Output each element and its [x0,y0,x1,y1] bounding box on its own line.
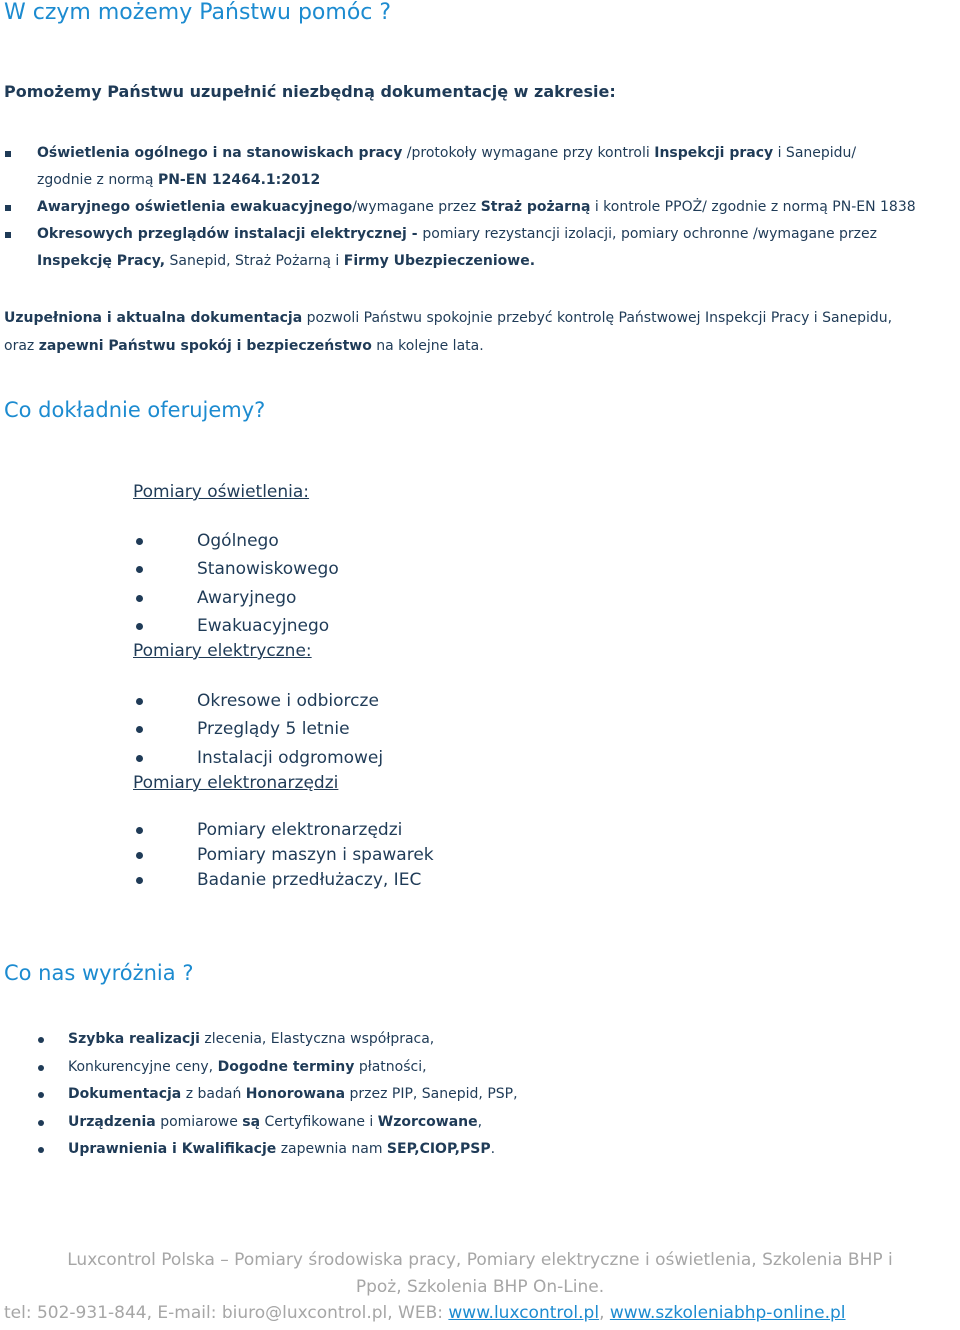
scope-item-text: i kontrole PPOŻ/ zgodnie z normą PN-EN 1838 [590,199,916,215]
feature-item [36,1054,936,1082]
dot-bullet-icon [136,726,143,733]
lighting-list [133,527,733,640]
footer-separator: , [599,1303,610,1323]
square-bullet-icon [5,232,11,238]
list-item [133,868,733,893]
list-item-label: Ewakuacyjnego [197,615,330,636]
feature-bold: Wzorcowane [377,1113,478,1130]
dot-bullet-icon [38,1037,44,1043]
feature-item [36,1136,936,1164]
dot-bullet-icon [136,566,143,573]
dot-bullet-icon [136,538,143,545]
scope-item-text: zgodnie z normą [37,172,158,188]
scope-item-lighting [0,140,960,194]
list-item [133,555,733,583]
electrical-list [133,687,733,772]
feature-bold: Uprawnienia i Kwalifikacje [68,1141,277,1157]
footer-contact-text: tel: 502-931-844, E-mail: biuro@luxcontrol.pl, WEB: [4,1303,449,1323]
feature-item [36,1026,936,1054]
dot-bullet-icon [38,1147,44,1153]
website-link[interactable]: www.luxcontrol.pl [448,1303,600,1323]
section-title-electrical: Pomiary elektryczne: [133,641,312,661]
list-item [133,818,733,843]
distinguish-heading: Co nas wyróżnia ? [4,961,194,985]
paragraph-bold: zapewni Państwu spokój i bezpieczeństwo [38,338,372,354]
list-item-label: Instalacji odgromowej [197,747,384,768]
dot-bullet-icon [136,595,143,602]
training-website-link[interactable]: www.szkoleniabhp-online.pl [609,1303,846,1323]
section-title-tools: Pomiary elektronarzędzi [133,773,339,793]
feature-bold: Szybka realizacji [68,1031,200,1047]
scope-item-bold: Firmy Ubezpieczeniowe. [343,253,536,269]
paragraph-text: pozwoli Państwu spokojnie przebyć kontrolę Państwowej Inspekcji Pracy i Sanepidu, [302,310,893,326]
scope-list [0,140,960,275]
list-item-label: Stanowiskowego [197,559,339,580]
scope-item-text: i Sanepidu/ [773,145,857,161]
scope-item-emergency [0,194,960,221]
lead-text: Pomożemy Państwu uzupełnić niezbędną dokumentację w zakresie: [4,82,616,101]
dot-bullet-icon [38,1092,44,1098]
feature-text: , [477,1113,483,1130]
scope-item-bold: Inspekcji pracy [654,145,774,161]
feature-item [36,1109,936,1137]
list-item [133,715,733,743]
offer-heading: Co dokładnie oferujemy? [4,398,266,422]
scope-item-bold: Inspekcję Pracy, [37,253,166,269]
dot-bullet-icon [38,1120,44,1126]
tools-list [133,818,733,893]
scope-item-electrical [0,221,960,275]
scope-item-text: Sanepid, Straż Pożarną i [165,253,344,269]
feature-text: zapewnia nam [276,1141,387,1157]
dot-bullet-icon [136,852,143,859]
dot-bullet-icon [38,1065,44,1071]
paragraph-text: na kolejne lata. [371,338,484,354]
scope-item-bold: Awaryjnego oświetlenia ewakuacyjnego [37,199,353,215]
feature-bold: Urządzenia [68,1113,156,1130]
footer-contact [4,1303,846,1323]
scope-item-bold: Okresowych przeglądów instalacji elektrycznej - [37,226,423,242]
list-item [133,527,733,555]
dot-bullet-icon [136,755,143,762]
square-bullet-icon [5,151,11,157]
features-list [36,1026,936,1164]
feature-bold: Dogodne terminy [217,1058,355,1075]
list-item [133,843,733,868]
list-item [133,612,733,640]
feature-text: Certyfikowane i [260,1113,378,1130]
feature-bold: Honorowana [245,1086,346,1102]
list-item-label: Okresowe i odbiorcze [197,691,379,711]
scope-item-text: pomiary rezystancji izolacji, pomiary ochronne /wymagane przez [422,226,877,242]
feature-bold: Dokumentacja [68,1086,182,1102]
page-title: W czym możemy Państwu pomóc ? [4,0,392,25]
section-title-lighting: Pomiary oświetlenia: [133,482,310,502]
footer-line-1: Luxcontrol Polska – Pomiary środowiska pracy, Pomiary elektryczne i oświetlenia, Szkolenia BHP i [67,1250,893,1270]
list-item-label: Przeglądy 5 letnie [197,719,350,740]
feature-text: z badań [181,1086,246,1102]
dot-bullet-icon [136,698,143,705]
dot-bullet-icon [136,877,143,884]
feature-text: zlecenia, Elastyczna współpraca, [199,1031,435,1047]
scope-item-text: /protokoły wymagane przy kontroli [402,145,655,161]
list-item [133,584,733,612]
list-item-label: Ogólnego [197,531,279,551]
list-item-label: Pomiary elektronarzędzi [197,820,403,840]
feature-text: Konkurencyjne ceny, [68,1058,218,1075]
paragraph-bold: Uzupełniona i aktualna dokumentacja [4,310,303,326]
feature-bold: SEP,CIOP,PSP [386,1141,491,1157]
scope-item-text: /wymagane przez [352,199,481,215]
feature-bold: są [242,1113,261,1130]
feature-text: . [490,1141,496,1157]
feature-text: pomiarowe [155,1113,243,1130]
paragraph-text: oraz [4,338,39,354]
list-item [133,687,733,715]
list-item [133,744,733,772]
scope-item-bold: Straż pożarną [480,199,591,215]
dot-bullet-icon [136,827,143,834]
square-bullet-icon [5,205,11,211]
intro-paragraph [4,304,954,360]
list-item-label: Awaryjnego [197,587,297,608]
feature-text: płatności, [354,1058,427,1075]
scope-item-bold: PN-EN 12464.1:2012 [157,172,321,188]
list-item-label: Badanie przedłużaczy, IEC [197,870,422,890]
dot-bullet-icon [136,623,143,630]
scope-item-bold: Oświetlenia ogólnego i na stanowiskach pracy [37,145,403,161]
feature-text: przez PIP, Sanepid, PSP, [345,1086,518,1102]
list-item-label: Pomiary maszyn i spawarek [197,845,434,865]
feature-item [36,1081,936,1109]
footer-line-2: Ppoż, Szkolenia BHP On-Line. [355,1277,605,1297]
